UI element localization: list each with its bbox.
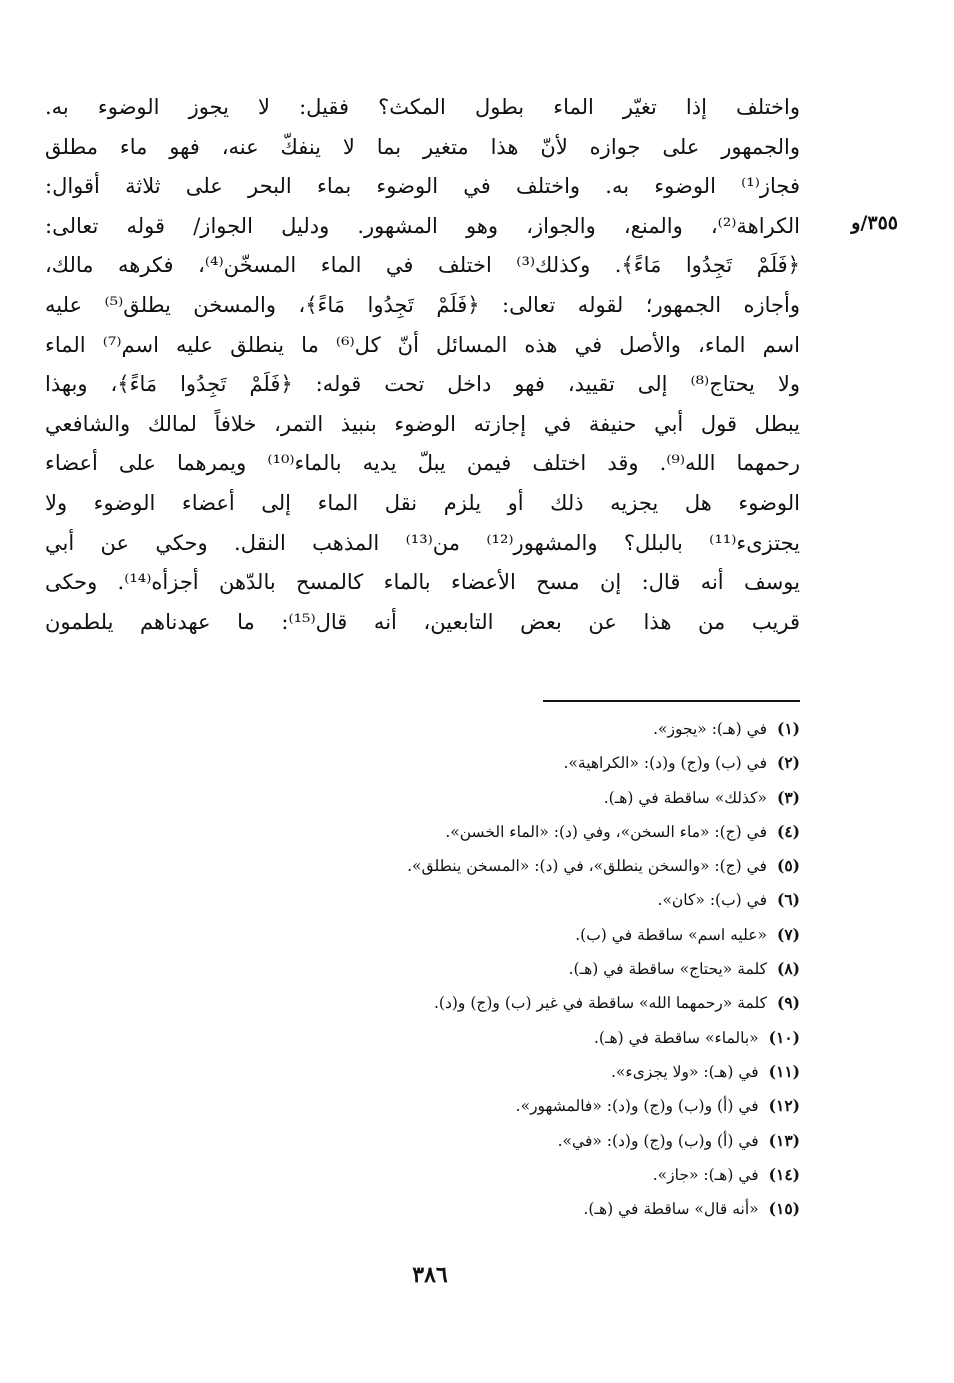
text-line: واختلف إذا تغيّر الماء بطول المكث؟ فقيل: لا يجوز الوضوء به. <box>45 95 800 119</box>
footnote-item <box>200 1021 800 1055</box>
footnote-text: في (أ) و(ب) و(ج) و(د): «في». <box>557 1131 759 1150</box>
text-line: اسم الماء، والأصل في هذه المسائل أنّ كل⁽⁶⁾ ما ينطلق عليه اسم⁽⁷⁾ الماء <box>45 332 800 357</box>
footnote-item <box>200 1055 800 1089</box>
footnote-number: (١٠) <box>768 1027 800 1047</box>
footnote-divider <box>543 700 800 702</box>
footnote-text: «أنه قال» ساقطة في (هـ). <box>583 1200 759 1219</box>
footnote-item <box>200 1158 800 1192</box>
footnote-item <box>200 849 800 883</box>
footnote-text: في (هـ): «ولا يجزىء». <box>611 1062 759 1081</box>
footnote-item <box>200 883 800 917</box>
footnote-number: (١) <box>776 719 800 738</box>
text-line: يجتزىء⁽¹¹⁾ بالبلل؟ والمشهور⁽¹²⁾ من⁽¹³⁾ المذهب النقل. وحكي عن أبي <box>45 530 800 555</box>
text-line: فجاز⁽¹⁾ الوضوء به. واختلف في الوضوء بماء البحر على ثلاثة أقوال: <box>45 174 800 199</box>
footnote-item <box>200 746 800 780</box>
footnote-item <box>200 1089 800 1123</box>
footnote-number: (٥) <box>776 856 800 876</box>
footnote-text: في (هـ): «جاز». <box>652 1165 759 1184</box>
footnote-number: (١٣) <box>768 1130 800 1150</box>
footnote-text: في (ب) و(ج) و(د): «الكراهية». <box>563 754 767 773</box>
text-line: يبطل قول أبي حنيفة في إجازته الوضوء بنبيذ التمر، خلافاً لمالك والشافعي <box>45 411 800 436</box>
main-text-block <box>45 88 800 642</box>
page-number: ٣٨٦ <box>412 1262 448 1288</box>
footnote-text: في (ج): «ماء السخن»، وفي (د): «الماء الخسن». <box>445 822 767 841</box>
footnote-item <box>200 712 800 746</box>
footnote-text: «بالماء» ساقطة في (هـ). <box>593 1028 759 1047</box>
footnote-number: (٧) <box>776 924 800 944</box>
text-line: ﴿فَلَمْ تَجِدُوا مَاءً﴾. وكذلك⁽³⁾ اختلف في الماء المسخّن⁽⁴⁾، فكرهه مالك، <box>45 253 800 278</box>
footnote-number: (٨) <box>776 959 800 979</box>
text-line: ولا يحتاج⁽⁸⁾ إلى تقييد، فهو داخل تحت قوله: ﴿فَلَمْ تَجِدُوا مَاءً﴾، وبهذا <box>45 372 800 397</box>
footnote-number: (٤) <box>776 821 800 841</box>
footnote-number: (٢) <box>776 753 800 773</box>
footnote-item <box>200 986 800 1020</box>
footnote-text: «كذلك» ساقطة في (هـ). <box>603 788 767 807</box>
footnotes-block <box>200 712 800 1226</box>
footnote-item <box>200 781 800 815</box>
text-line: والجمهور على جوازه لأنّ هذا متغير بما لا ينفكّ عنه، فهو ماء مطلق <box>45 134 800 159</box>
footnote-number: (١٥) <box>768 1199 800 1219</box>
text-line: رحمهما الله⁽⁹⁾. وقد اختلف فيمن يبلّ يديه بالماء⁽¹⁰⁾ ويمرهما على أعضاء <box>45 451 800 476</box>
footnote-number: (١١) <box>768 1061 800 1081</box>
text-line: الوضوء هل يجزيه ذلك أو يلزم نقل الماء إلى أعضاء الوضوء ولا <box>45 490 800 515</box>
footnote-text: في (أ) و(ب) و(ج) و(د): «فالمشهور». <box>515 1097 759 1116</box>
text-line: قريب من هذا عن بعض التابعين، أنه قال⁽¹⁵⁾: ما عهدناهم يلطمون <box>45 609 800 634</box>
text-line: الكراهة⁽²⁾، والمنع، والجواز، وهو المشهور. ودليل الجواز/ قوله تعالى: <box>45 213 800 238</box>
footnote-number: (٦) <box>776 890 800 910</box>
footnote-number: (٩) <box>776 993 800 1013</box>
footnote-text: في (هـ): «يجوز». <box>653 720 767 738</box>
footnote-number: (١٤) <box>768 1164 800 1184</box>
footnote-text: في (ج): «والسخن ينطلق»، في (د): «المسخن ينطلق». <box>407 857 767 876</box>
footnote-number: (١٢) <box>768 1096 800 1116</box>
margin-folio-note: ٣٥٥/و <box>851 212 898 234</box>
footnote-text: كلمة «رحمهما الله» ساقطة في غير (ب) و(ج) و(د). <box>434 994 767 1013</box>
footnote-item <box>200 1124 800 1158</box>
footnote-item <box>200 815 800 849</box>
footnote-text: «عليه اسم» ساقطة في (ب). <box>575 925 767 944</box>
text-line: وأجازه الجمهور؛ لقوله تعالى: ﴿فَلَمْ تَجِدُوا مَاءً﴾، والمسخن يطلق⁽⁵⁾ عليه <box>45 292 800 317</box>
footnote-item <box>200 1192 800 1226</box>
footnote-text: كلمة «يحتاج» ساقطة في (هـ). <box>568 960 767 979</box>
text-line: يوسف أنه قال: إن مسح الأعضاء بالماء كالمسح بالدّهن أجزأه⁽¹⁴⁾. وحكى <box>45 570 800 595</box>
footnote-item <box>200 918 800 952</box>
footnote-number: (٣) <box>776 787 800 807</box>
footnote-item <box>200 952 800 986</box>
footnote-text: في (ب): «كان». <box>657 891 767 910</box>
